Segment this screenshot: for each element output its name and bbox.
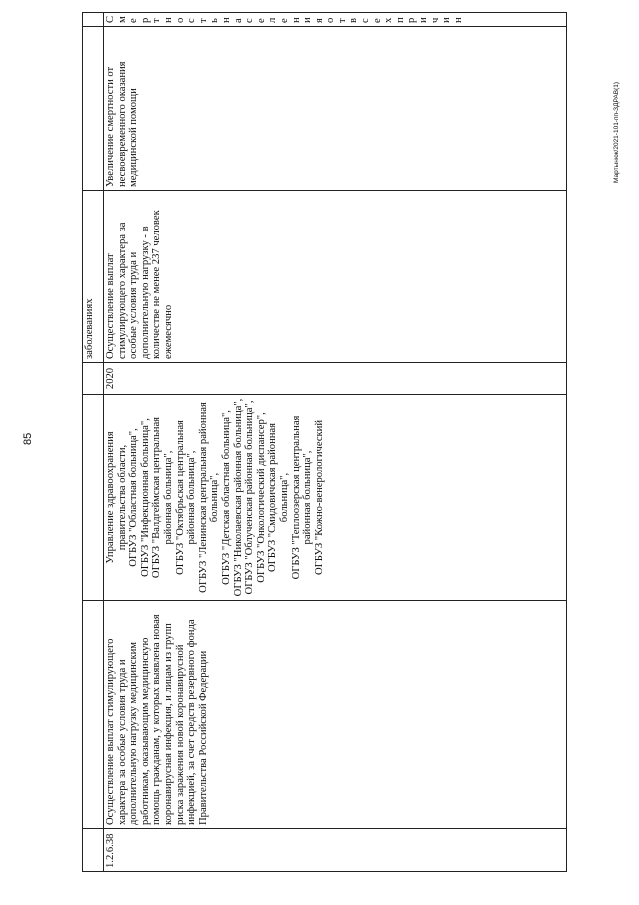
- org-line: ОГБУЗ "Областная больница",: [128, 428, 140, 567]
- org-line: ОГБУЗ "Кожно-венерологический: [313, 419, 325, 576]
- cell-risk: Увеличение смертности от несвоевременного оказания медицинской помощи: [104, 27, 567, 191]
- org-line: ОГБУЗ "Теплоозерская центральная районная больница",: [290, 415, 314, 580]
- cell-indicator: Осуществление выплат стимулирующего характера за особые условия труда и дополнительную нагрузку - в количестве не менее 237 человек ежемесячно: [104, 191, 567, 363]
- org-line: ОГБУЗ "Инфекционная больница",: [139, 418, 151, 577]
- org-line: ОГБУЗ "Онкологический диспансер",: [255, 412, 267, 583]
- org-line: Управление здравоохранения правительства области,: [105, 431, 128, 564]
- org-line: ОГБУЗ "Валдгеймская центральная районная больница",: [151, 416, 174, 579]
- rotated-table-container: [82, 12, 567, 872]
- page-number: 85: [22, 432, 34, 445]
- org-line: ОГБУЗ "Октябрьская центральная районная больница",: [174, 420, 198, 575]
- table-row-continuation: [83, 13, 104, 872]
- cell-empty: [83, 395, 104, 601]
- org-line: ОГБУЗ "Ленинская центральная районная больница",: [197, 402, 221, 593]
- cell-year: 2020: [104, 363, 567, 395]
- cell-empty: [83, 13, 104, 27]
- cell-empty: [83, 363, 104, 395]
- document-id: Мартынюк/2021-101-пп-ЗДРАВ(1): [613, 81, 620, 183]
- cell-result: Смертность населения от всех причин: [104, 13, 567, 27]
- program-table: [82, 12, 567, 872]
- org-line: ОГБУЗ "Детская областная больница",: [220, 410, 232, 585]
- cell-empty: [83, 27, 104, 191]
- org-line: ОГБУЗ "Облученская районная больница",: [244, 400, 256, 595]
- cell-organizations: [104, 395, 567, 601]
- cell-continuation-text: заболеваниях: [83, 191, 104, 363]
- cell-empty: [83, 601, 104, 829]
- org-line: ОГБУЗ "Николаевская районная больница",: [232, 398, 244, 597]
- cell-code: 1.2.6.38: [104, 829, 567, 872]
- cell-empty: [83, 829, 104, 872]
- cell-measure-name: Осуществление выплат стимулирующего характера за особые условия труда и дополнительную нагрузку медицинским работникам, оказывающим медицинскую помощь гражданам, у которых выявлена новая коронавирусная инфекция, и лицам из групп риска заражения новой коронавирусной инфекцией, за счет средств резервного фонда Правительства Российской Федерации: [104, 601, 567, 829]
- org-line: ОГБУЗ "Смидовичская районная больница",: [267, 422, 290, 573]
- table-row: [104, 13, 567, 872]
